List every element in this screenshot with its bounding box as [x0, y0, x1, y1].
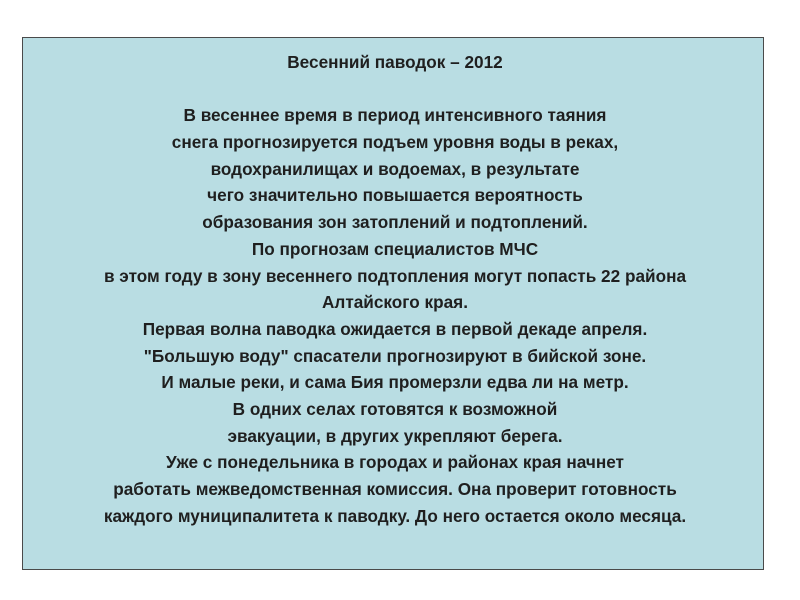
- text-line: снега прогнозируется подъем уровня воды в реках,: [171, 132, 619, 153]
- text-line: По прогнозам специалистов МЧС: [251, 238, 539, 259]
- text-block: [0, 49, 790, 529]
- text-line: работать межведомственная комиссия. Она проверит готовность: [113, 479, 677, 499]
- text-line: Уже с понедельника в городах и районах края начнет: [166, 452, 624, 473]
- text-line: Первая волна паводка ожидается в первой декаде апреля.: [142, 318, 648, 339]
- text-line: "Большую воду" спасатели прогнозируют в бийской зоне.: [143, 345, 647, 366]
- text-line: Алтайского края.: [322, 292, 468, 313]
- slide-title: Весенний паводок – 2012: [287, 52, 503, 72]
- text-line: эвакуации, в других укрепляют берега.: [227, 425, 563, 446]
- blank-line: [0, 76, 790, 103]
- text-line: чего значительно повышается вероятность: [207, 185, 583, 206]
- text-line: водохранилищах и водоемах, в результате: [210, 158, 580, 179]
- text-line: в этом году в зону весеннего подтопления могут попасть 22 района: [103, 265, 687, 286]
- text-line: образования зон затоплений и подтоплений.: [202, 212, 588, 233]
- text-line: И малые реки, и сама Бия промерзли едва ли на метр.: [161, 372, 629, 393]
- text-line: В весеннее время в период интенсивного таяния: [183, 105, 607, 126]
- text-line: В одних селах готовятся к возможной: [232, 398, 558, 419]
- text-line: каждого муниципалитета к паводку. До него остается около месяца.: [103, 505, 687, 526]
